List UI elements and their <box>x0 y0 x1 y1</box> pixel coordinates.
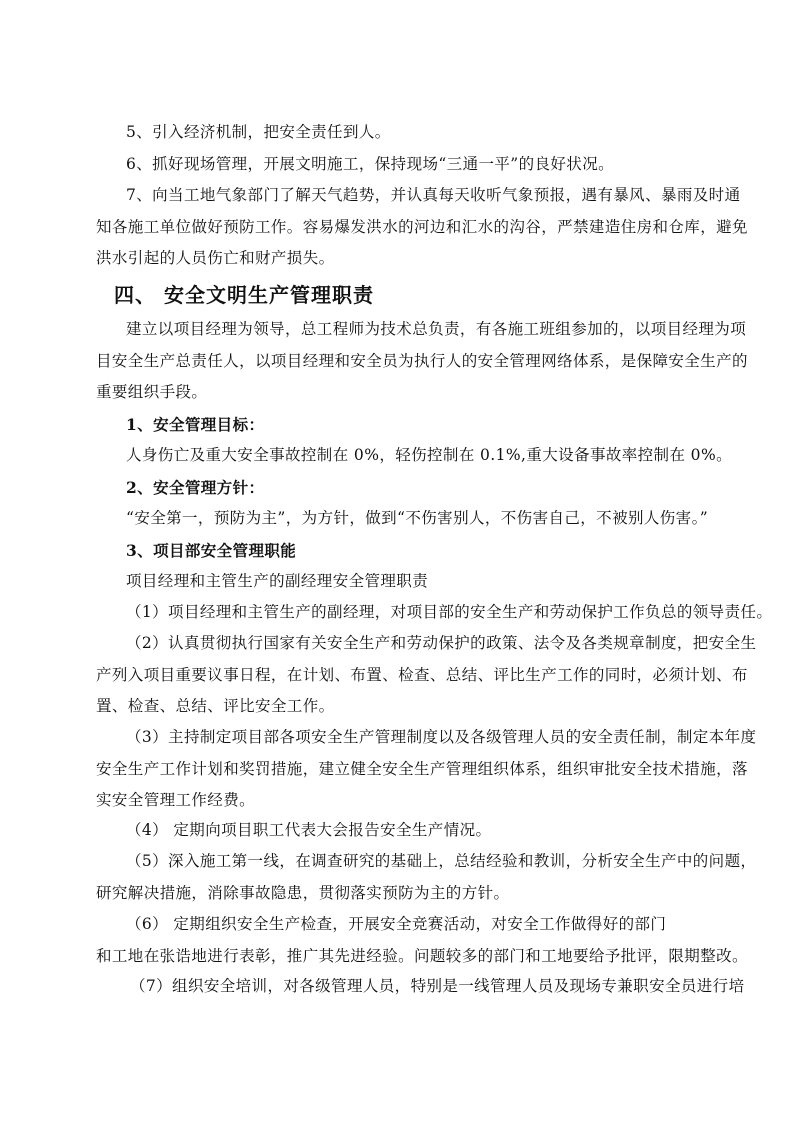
line: 目安全生产总责任人，以项目经理和安全员为执行人的安全管理网络体系，是保障安全生产的 <box>96 351 748 370</box>
line: 重要组织手段。 <box>96 383 208 401</box>
line: （3）主持制定项目部各项安全生产管理制度以及各级管理人员的安全责任制，制定本年度 <box>126 728 757 746</box>
policy-text <box>96 503 751 535</box>
duty-7 <box>96 971 751 1003</box>
subheading-text: 1、安全管理目标： <box>126 415 265 434</box>
subheading-2 <box>96 472 751 504</box>
line: 5、引入经济机制，把安全责任到人。 <box>126 123 391 141</box>
subheading-text: 3、项目部安全管理职能 <box>126 541 297 560</box>
line: 7、向当工地气象部门了解天气趋势，并认真每天收听气象预报，遇有暴风、暴雨及时通 <box>126 186 741 204</box>
line: 实安全管理工作经费。 <box>96 791 256 809</box>
line: 研究解决措施，消除事故隐患，贯彻落实预防为主的方针。 <box>96 883 510 902</box>
line: （5）深入施工第一线，在调查研究的基础上，总结经验和教训，分析安全生产中的问题， <box>126 852 757 870</box>
duty-4 <box>96 815 751 847</box>
line: 知各施工单位做好预防工作。容易爆发洪水的河边和汇水的沟谷，严禁建造住房和仓库，避免 <box>96 217 748 236</box>
duties-title <box>96 566 751 598</box>
line: 洪水引起的人员伤亡和财产损失。 <box>96 249 335 267</box>
line: 置、检查、总结、评比安全工作。 <box>96 697 335 715</box>
line: （6） 定期组织安全生产检查，开展安全竞赛活动，对安全工作做得好的部门 <box>126 915 667 933</box>
line: 项目经理和主管生产的副经理安全管理职责 <box>126 572 429 590</box>
heading-text: 四、 安全文明生产管理职责 <box>114 283 374 307</box>
line: 产列入项目重要议事日程，在计划、布置、检查、总结、评比生产工作的同时，必须计划、布 <box>96 665 748 684</box>
duty-5 <box>96 846 757 909</box>
line: “安全第一，预防为主”，为方针，做到“不伤害别人，不伤害自己，不被别人伤害。” <box>126 509 709 527</box>
duty-3 <box>96 722 757 817</box>
line: （4） 定期向项目职工代表大会报告安全生产情况。 <box>126 821 492 839</box>
duty-6 <box>96 909 751 972</box>
line: （1）项目经理和主管生产的副经理，对项目部的安全生产和劳动保护工作负总的领导责任。 <box>126 603 773 621</box>
duty-2 <box>96 628 757 723</box>
duty-1 <box>96 597 773 629</box>
line: 人身伤亡及重大安全事故控制在 0%，轻伤控制在 0.1%,重大设备事故率控制在 0%。 <box>126 446 732 464</box>
target-text <box>96 440 751 472</box>
item-6 <box>96 149 751 181</box>
subheading-1 <box>96 409 751 441</box>
line: 安全生产工作计划和奖罚措施，建立健全安全生产管理组织体系，组织审批安全技术措施，落 <box>96 759 748 778</box>
line: 建立以项目经理为领导，总工程师为技术总负责，有各施工班组参加的，以项目经理为项 <box>126 320 747 338</box>
line: 和工地在张诰地进行表彰，推广其先进经验。问题较多的部门和工地要给予批评，限期整改。 <box>96 946 748 965</box>
line: （7）组织安全培训，对各级管理人员，特别是一线管理人员及现场专兼职安全员进行培 <box>130 977 745 995</box>
intro-paragraph <box>96 314 751 409</box>
line: （2）认真贯彻执行国家有关安全生产和劳动保护的政策、法令及各类规章制度，把安全生 <box>126 634 757 652</box>
item-7 <box>96 180 751 275</box>
item-5 <box>96 117 751 149</box>
section-heading <box>96 280 751 312</box>
subheading-3 <box>96 535 751 567</box>
line: 6、抓好现场管理，开展文明施工，保持现场“三通一平”的良好状况。 <box>126 155 615 173</box>
subheading-text: 2、安全管理方针： <box>126 478 265 497</box>
